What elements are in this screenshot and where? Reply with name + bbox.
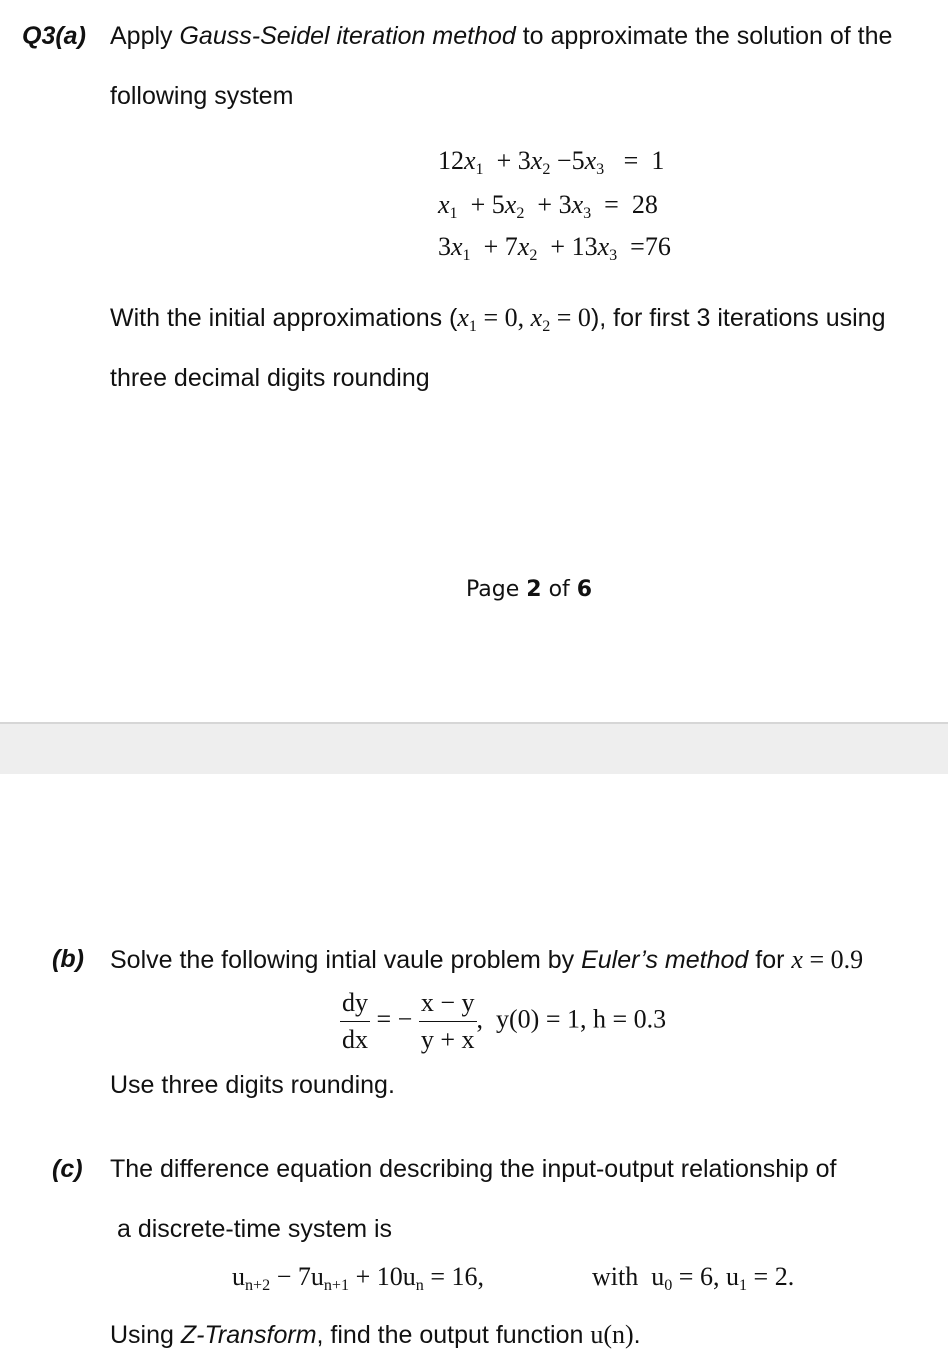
ode-equation: $\frac{dy}{dx}$ = − $\frac{x - y}{y + x}$ , y(0) = 1, h = 0.3 bbox=[342, 988, 667, 1054]
equation-1: $12x_1 + 3x_2 -5x_3 = 1$ bbox=[438, 146, 665, 178]
difference-equation: $u_{n+2} - 7u_{n+1} + 10u_n = 16$, bbox=[232, 1262, 484, 1294]
equation-3: $3x_1 + 7x_2 + 13x_3 =76$ bbox=[438, 232, 671, 264]
q3c-text-line-2: a discrete-time system is bbox=[117, 1215, 393, 1243]
q3a-initial-line-2: three decimal digits rounding bbox=[110, 364, 430, 392]
q3a-intro-line-1 bbox=[110, 22, 892, 51]
page-break-separator bbox=[0, 722, 948, 774]
q3a-intro-line-2: following system bbox=[110, 82, 294, 110]
question-label-q3a: Q3(a) bbox=[22, 22, 86, 50]
q3b-method-name: Euler’s method bbox=[581, 946, 749, 974]
q3c-text-line-1: The difference equation describing the input-output relationship of bbox=[110, 1155, 837, 1183]
q3b-note: Use three digits rounding. bbox=[110, 1071, 395, 1099]
initial-approximations-math: $x_1 = 0$, $x_2 = 0$ bbox=[457, 303, 591, 335]
q3a-intro-text: Apply bbox=[110, 22, 180, 50]
current-page-number: 2 bbox=[526, 577, 542, 602]
q3a-intro-text-2: to approximate the solution of the bbox=[515, 22, 893, 50]
q3c-final-line: Using Z-Transform, find the output function u(n). bbox=[110, 1320, 641, 1349]
dy-dx-fraction: $\frac{dy}{dx}$ bbox=[342, 988, 368, 1054]
q3a-initial-line-1: With the initial approximations ($x_1 = 0$, $x_2 = 0$), for first 3 iterations using bbox=[110, 303, 886, 335]
z-transform-term: Z-Transform bbox=[180, 1321, 317, 1349]
total-pages-number: 6 bbox=[576, 577, 593, 602]
equation-2: $x_1 + 5x_2 + 3x_3 = 28$ bbox=[438, 190, 658, 222]
q3b-x-value: x = 0.9 bbox=[791, 945, 864, 974]
initial-conditions: y(0) = 1, h = 0.3 bbox=[496, 1004, 667, 1034]
output-function: u(n) bbox=[590, 1320, 634, 1349]
question-label-b: (b) bbox=[52, 945, 84, 973]
question-label-c: (c) bbox=[52, 1155, 83, 1183]
rhs-fraction: $\frac{x - y}{y + x}$ bbox=[420, 988, 475, 1054]
difference-initial-conditions: with $u_0 = 6$, $u_1 = 2$. bbox=[592, 1262, 795, 1294]
page-footer: Page 2 of 6 bbox=[466, 577, 593, 602]
q3a-method-name: Gauss-Seidel iteration method bbox=[179, 22, 516, 50]
q3b-text: Solve the following intial vaule problem by Euler’s method for x = 0.9 bbox=[110, 945, 864, 974]
